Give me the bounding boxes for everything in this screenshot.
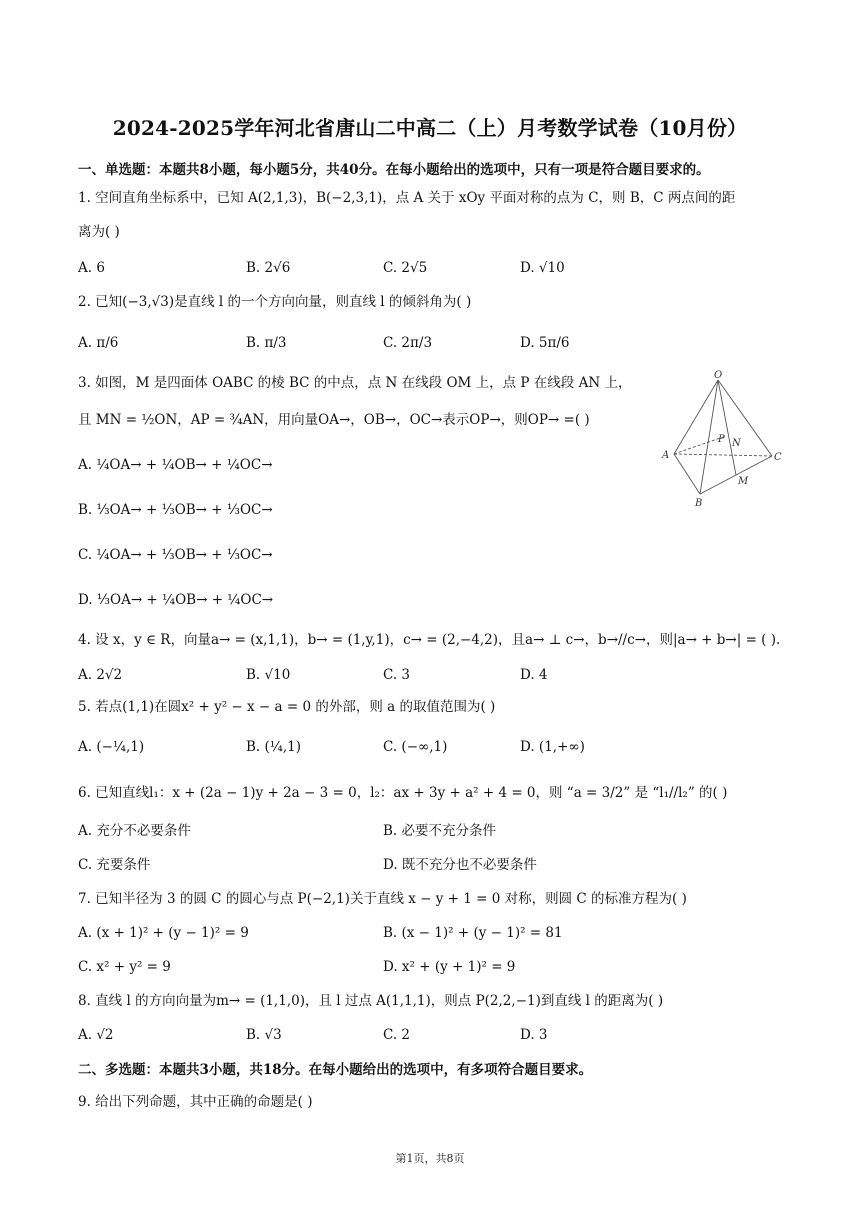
q3-option-b: B. ⅓OA→ + ⅓OB→ + ⅓OC→ xyxy=(78,502,273,518)
label-c: C xyxy=(774,452,782,463)
q4-option-b: B. √10 xyxy=(246,667,291,683)
q6-option-a: A. 充分不必要条件 xyxy=(78,823,191,839)
q3-option-d: D. ⅓OA→ + ¼OB→ + ¼OC→ xyxy=(78,592,274,608)
q7-stem: 7. 已知半径为 3 的圆 C 的圆心与点 P(−2,1)关于直线 x − y + 1 = 0 对称，则圆 C 的标准方程为( ) xyxy=(78,891,687,907)
q9-stem: 9. 给出下列命题，其中正确的命题是( ) xyxy=(78,1094,313,1110)
q8-stem: 8. 直线 l 的方向向量为m→ = (1,1,0)，且 l 过点 A(1,1,1)，则点 P(2,2,−1)到直线 l 的距离为( ) xyxy=(78,993,664,1009)
q4-option-c: C. 3 xyxy=(383,667,411,683)
q5-option-c: C. (−∞,1) xyxy=(383,739,448,755)
q4-option-d: D. 4 xyxy=(520,667,548,683)
label-m: M xyxy=(738,476,749,487)
page-footer: 第1页，共8页 xyxy=(395,1152,465,1165)
q1-option-a: A. 6 xyxy=(78,260,105,276)
label-o: O xyxy=(714,370,723,381)
q5-option-a: A. (−¼,1) xyxy=(78,739,145,755)
q6-option-b: B. 必要不充分条件 xyxy=(383,823,497,839)
edge-ac-hidden xyxy=(674,454,772,456)
q5-option-d: D. (1,+∞) xyxy=(520,739,585,755)
segment-om xyxy=(718,380,736,475)
q7-option-d: D. x² + (y + 1)² = 9 xyxy=(383,959,516,975)
q5-stem: 5. 若点(1,1)在圆x² + y² − x − a = 0 的外部，则 a 的取值范围为( ) xyxy=(78,699,496,715)
q8-option-b: B. √3 xyxy=(246,1027,282,1043)
q8-option-a: A. √2 xyxy=(78,1027,114,1043)
edge-oa xyxy=(674,380,718,454)
q1-stem-line1: 1. 空间直角坐标系中，已知 A(2,1,3)，B(−2,3,1)，点 A 关于 xOy 平面对称的点为 C，则 B，C 两点间的距 xyxy=(78,190,736,206)
tetrahedron-figure xyxy=(660,370,790,510)
q8-option-c: C. 2 xyxy=(383,1027,411,1043)
q8-option-d: D. 3 xyxy=(520,1027,548,1043)
edge-ab xyxy=(674,454,700,494)
exam-title: 2024-2025学年河北省唐山二中高二（上）月考数学试卷（10月份） xyxy=(112,116,748,140)
label-p: P xyxy=(718,434,725,445)
q2-stem: 2. 已知(−3,√3)是直线 l 的一个方向向量，则直线 l 的倾斜角为( ) xyxy=(78,294,472,310)
q1-option-b: B. 2√6 xyxy=(246,260,291,276)
q3-option-a: A. ¼OA→ + ¼OB→ + ¼OC→ xyxy=(78,457,273,473)
q3-option-c: C. ¼OA→ + ⅓OB→ + ⅓OC→ xyxy=(78,547,273,563)
q7-option-c: C. x² + y² = 9 xyxy=(78,959,171,975)
q3-stem-line1: 3. 如图，M 是四面体 OABC 的棱 BC 的中点，点 N 在线段 OM 上，点 P 在线段 AN 上， xyxy=(78,375,632,391)
edge-oc xyxy=(718,380,772,456)
q6-option-d: D. 既不充分也不必要条件 xyxy=(383,857,537,873)
q1-option-c: C. 2√5 xyxy=(383,260,428,276)
section-single-choice-heading: 一、单选题：本题共8小题，每小题5分，共40分。在每小题给出的选项中，只有一项是符合题目要求的。 xyxy=(78,162,710,178)
q4-option-a: A. 2√2 xyxy=(78,667,123,683)
label-n: N xyxy=(732,438,741,449)
q6-option-c: C. 充要条件 xyxy=(78,857,151,873)
section-multi-choice-heading: 二、多选题：本题共3小题，共18分。在每小题给出的选项中，有多项符合题目要求。 xyxy=(78,1062,593,1078)
label-a: A xyxy=(662,450,670,461)
edge-ob xyxy=(700,380,718,494)
q3-stem-line2: 且 MN = ½ON，AP = ¾AN，用向量OA→，OB→，OC→表示OP→，则OP→ =( ) xyxy=(78,412,590,428)
q2-option-b: B. π/3 xyxy=(246,335,287,351)
q2-option-d: D. 5π/6 xyxy=(520,335,570,351)
q2-option-a: A. π/6 xyxy=(78,335,119,351)
q7-option-a: A. (x + 1)² + (y − 1)² = 9 xyxy=(78,925,249,941)
q4-stem: 4. 设 x，y ∈ R，向量a→ = (x,1,1)，b→ = (1,y,1)，c→ = (2,−4,2)，且a→ ⊥ c→，b→//c→，则|a→ + b→| = ( ). xyxy=(78,632,781,648)
q5-option-b: B. (¼,1) xyxy=(246,739,302,755)
q1-option-d: D. √10 xyxy=(520,260,565,276)
label-b: B xyxy=(695,498,703,509)
q7-option-b: B. (x − 1)² + (y − 1)² = 81 xyxy=(383,925,563,941)
q2-option-c: C. 2π/3 xyxy=(383,335,433,351)
q1-stem-line2: 离为( ) xyxy=(78,224,120,240)
q6-stem: 6. 已知直线l₁：x + (2a − 1)y + 2a − 3 = 0，l₂：ax + 3y + a² + 4 = 0，则 “a = 3/2” 是 “l₁//l₂” 的( ) xyxy=(78,785,728,801)
